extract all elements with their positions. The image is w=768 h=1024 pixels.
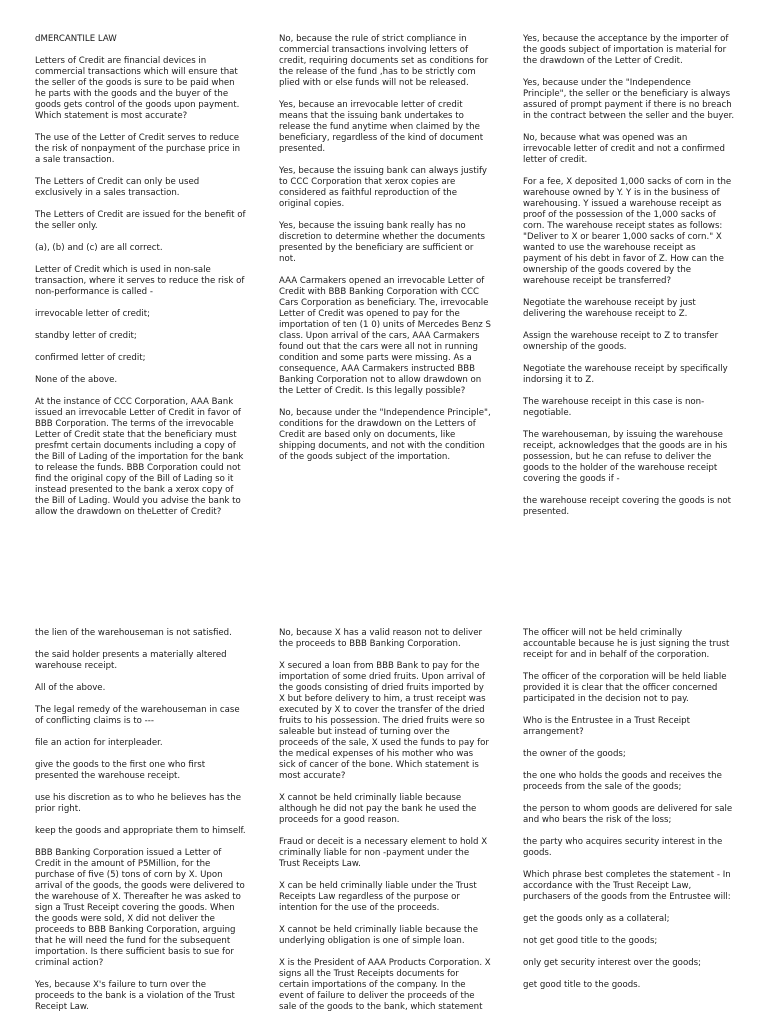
paragraph: Negotiate the warehouse receipt by just delivering the warehouse receipt to Z.	[523, 298, 696, 319]
text-column-3	[523, 612, 735, 1002]
paragraph: The officer will not be held criminally accountable because he is just signing the trust receipt for and in behalf of the corporation.	[523, 628, 730, 660]
paragraph: AAA Carmakers opened an irrevocable Letter of Credit with BBB Banking Corporation with CCC Cars Corporation as beneficiary. The, irrevocable Letter of Credit was opened to pay for the importation of ten (1 0) units of Mercedes Benz S class. Upon arrival of the cars, AAA Carmakers found out that the cars were all not in running condition and some parts were missing. As a consequence, AAA Carmakers instructed BBB Banking Corporation not to allow drawdown on the Letter of Credit. Is this legally possible?	[279, 276, 491, 396]
paragraph: Negotiate the warehouse receipt by specifically indorsing it to Z.	[523, 364, 728, 385]
paragraph: The use of the Letter of Credit serves to reduce the risk of nonpayment of the purchase price in a sale transaction.	[35, 133, 241, 165]
paragraph: The officer of the corporation will be held liable provided it is clear that the officer concerned participated in the decision not to pay.	[523, 672, 727, 704]
paragraph: the owner of the goods;	[523, 749, 626, 759]
text-column-1	[35, 0, 247, 529]
paragraph: get good title to the goods.	[523, 980, 641, 990]
paragraph: No, because under the "Independence Principle", conditions for the drawdown on the Letters of Credit are based only on documents, like shipping documents, and not with the condition of the goods subject of the importation.	[279, 408, 491, 462]
paragraph: standby letter of credit;	[35, 331, 137, 341]
paragraph: file an action for interpleader.	[35, 738, 163, 748]
paragraph: None of the above.	[35, 375, 118, 385]
paragraph: Yes, because the issuing bank can always justify to CCC Corporation that xerox copies are considered as faithful reproduction of the original copies.	[279, 166, 487, 209]
paragraph: the warehouse receipt covering the goods is not presented.	[523, 496, 732, 517]
heading-mercantile-law: dMERCANTILE LAW	[35, 34, 117, 44]
paragraph: the party who acquires security interest in the goods.	[523, 837, 723, 858]
text-column-2	[279, 0, 491, 474]
paragraph: X secured a loan from BBB Bank to pay for the importation of some dried fruits. Upon arrival of the goods consisting of dried fruits imported by X but before delivery to him, a trust receipt was executed by X to cover the transfer of the dried fruits to his possession. The dried fruits were so saleable but instead of turning over the proceeds of the sale, X used the funds to pay for the medical expenses of his mother who was sick of cancer of the bone. Which statement is most accurate?	[279, 661, 489, 781]
paragraph: The Letters of Credit are issued for the benefit of the seller only.	[35, 210, 246, 231]
paragraph: the said holder presents a materially altered warehouse receipt.	[35, 650, 227, 671]
paragraph: At the instance of CCC Corporation, AAA Bank issued an irrevocable Letter of Credit in favor of BBB Corporation. The terms of the irrevocable Letter of Credit state that the beneficiary must presfmt certain documents including a copy of the Bill of Lading of the importation for the bank to release the funds. BBB Corporation could not find the original copy of the Bill of Lading so it instead presented to the bank a xerox copy of the Bill of Lading. Would you advise the bank to allow the drawdown on theLetter of Credit?	[35, 397, 244, 517]
paragraph: X can be held criminally liable under the Trust Receipts Law regardless of the purpose or intention for the use of the proceeds.	[279, 881, 477, 913]
paragraph: The warehouseman, by issuing the warehouse receipt, acknowledges that the goods are in his possession, but he can refuse to deliver the goods to the holder of the warehouse receipt covering the goods if -	[523, 430, 728, 484]
paragraph: Fraud or deceit is a necessary element to hold X criminally liable for non -payment under the Trust Receipts Law.	[279, 837, 488, 869]
paragraph: use his discretion as to who he believes has the prior right.	[35, 793, 242, 814]
paragraph: X cannot be held criminally liable because the underlying obligation is one of simple loan.	[279, 925, 479, 946]
paragraph: Which phrase best completes the statement - In accordance with the Trust Receipt Law, purchasers of the goods from the Entrustee will:	[523, 870, 731, 902]
paragraph: give the goods to the first one who first presented the warehouse receipt.	[35, 760, 206, 781]
paragraph: No, because what was opened was an irrevocable letter of credit and not a confirmed letter of credit.	[523, 133, 725, 165]
paragraph: All of the above.	[35, 683, 106, 693]
paragraph: Yes, because the acceptance by the importer of the goods subject of importation is material for the drawdown of the Letter of Credit.	[523, 34, 729, 66]
paragraph: the one who holds the goods and receives the proceeds from the sale of the goods;	[523, 771, 722, 792]
paragraph: Yes, because X's failure to turn over the proceeds to the bank is a violation of the Trust Receipt Law.	[35, 980, 235, 1012]
paragraph: The legal remedy of the warehouseman in case of conflicting claims is to ---	[35, 705, 240, 726]
paragraph: The warehouse receipt in this case is non-negotiable.	[523, 397, 705, 418]
paragraph: Yes, because under the "Independence Principle", the seller or the beneficiary is always assured of prompt payment if there is no breach in the contract between the seller and the buyer.	[523, 78, 735, 121]
paragraph: Letter of Credit which is used in non-sale transaction, where it serves to reduce the risk of non-performance is called -	[35, 265, 245, 297]
text-column-2	[279, 612, 491, 1024]
paragraph: Letters of Credit are financial devices in commercial transactions which will ensure that the seller of the goods is sure to be paid when he parts with the goods and the buyer of the goods gets control of the goods upon payment. Which statement is most accurate?	[35, 56, 240, 121]
paragraph: not get good title to the goods;	[523, 936, 658, 946]
paragraph: the lien of the warehouseman is not satisfied.	[35, 628, 232, 638]
paragraph: keep the goods and appropriate them to himself.	[35, 826, 246, 836]
paragraph: Yes, because an irrevocable letter of credit means that the issuing bank undertakes to release the fund anytime when claimed by the beneficiary, regardless of the kind of document presented.	[279, 100, 484, 154]
paragraph: only get security interest over the goods;	[523, 958, 702, 968]
document-page-2	[0, 612, 768, 1024]
page-gap	[0, 560, 768, 612]
text-column-1	[35, 612, 247, 1024]
paragraph: Who is the Entrustee in a Trust Receipt arrangement?	[523, 716, 690, 737]
paragraph: confirmed letter of credit;	[35, 353, 146, 363]
paragraph: No, because the rule of strict compliance in commercial transactions involving letters of credit, requiring documents set as conditions for the release of the fund ,has to be strictly com plied with or else funds will not be released.	[279, 34, 489, 88]
paragraph: X is the President of AAA Products Corporation. X signs all the Trust Receipts documents for certain importations of the company. In the event of failure to deliver the proceeds of the sale of the goods to the bank, which statement	[279, 958, 491, 1012]
paragraph: Yes, because the issuing bank really has no discretion to determine whether the documents presented by the beneficiary are sufficient or not.	[279, 221, 486, 264]
paragraph: The Letters of Credit can only be used exclusively in a sales transaction.	[35, 177, 200, 198]
paragraph: For a fee, X deposited 1,000 sacks of corn in the warehouse owned by Y. Y is in the business of warehousing. Y issued a warehouse receipt as proof of the possession of the 1,000 sacks of corn. The warehouse receipt states as follows: "Deliver to X or bearer 1,000 sacks of corn." X wanted to use the warehouse receipt as payment of his debt in favor of Z. How can the ownership of the goods covered by the warehouse receipt be transferred?	[523, 177, 732, 286]
text-column-3	[523, 0, 735, 529]
paragraph: the person to whom goods are delivered for sale and who bears the risk of the loss;	[523, 804, 733, 825]
paragraph: BBB Banking Corporation issued a Letter of Credit in the amount of P5Million, for the purchase of five (5) tons of corn by X. Upon arrival of the goods, the goods were delivered to the warehouse of X. Thereafter he was asked to sign a Trust Receipt covering the goods. When the goods were sold, X did not deliver the proceeds to BBB Banking Corporation, arguing that he will need the fund for the subsequent importation. Is there sufficient basis to sue for criminal action?	[35, 848, 245, 968]
paragraph: (a), (b) and (c) are all correct.	[35, 243, 163, 253]
paragraph: irrevocable letter of credit;	[35, 309, 151, 319]
paragraph: X cannot be held criminally liable because although he did not pay the bank he used the proceeds for a good reason.	[279, 793, 477, 825]
paragraph: Assign the warehouse receipt to Z to transfer ownership of the goods.	[523, 331, 719, 352]
paragraph: get the goods only as a collateral;	[523, 914, 670, 924]
paragraph: No, because X has a valid reason not to deliver the proceeds to BBB Banking Corporation.	[279, 628, 483, 649]
